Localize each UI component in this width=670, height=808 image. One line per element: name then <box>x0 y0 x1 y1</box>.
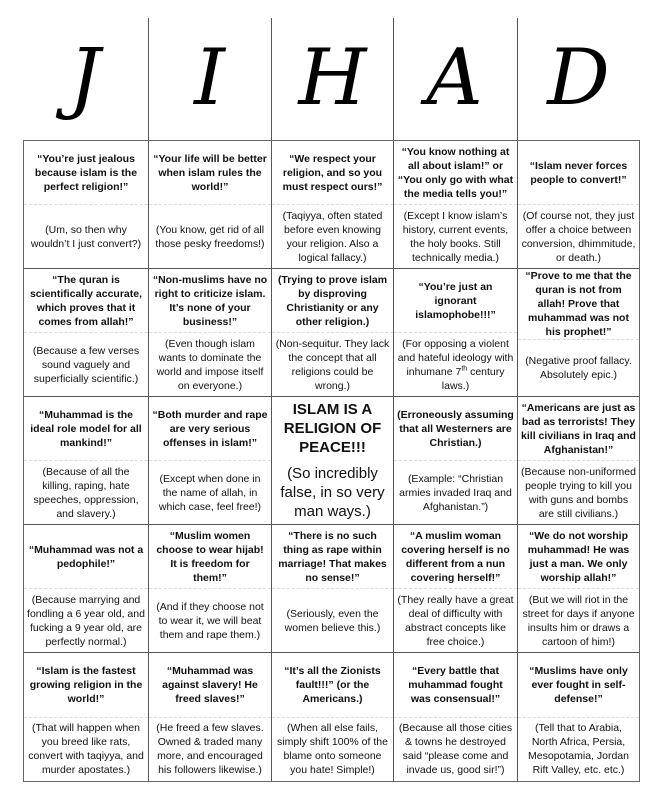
square-quote: “There is no such thing as rape within marriage! That makes no sense!” <box>272 525 393 589</box>
square-quote: “We do not worship muhammad! He was just a man. We only worship allah!” <box>518 525 639 589</box>
bingo-square[interactable] <box>272 525 394 653</box>
bingo-square[interactable] <box>394 269 518 397</box>
bingo-square[interactable] <box>394 141 518 269</box>
square-quote: “We respect your religion, and so you must respect ours!” <box>272 141 393 205</box>
square-note: (He freed a few slaves. Owned & traded many more, and encouraged his followers likewise.) <box>156 722 264 777</box>
square-quote: “It’s all the Zionists fault!!!” (or the Americans.) <box>272 653 393 718</box>
square-note: (Because all those cities & towns he destroyed said “please come and invade us, good sir!”) <box>398 722 513 777</box>
square-note: (And if they choose not to wear it, we will beat them and rape them.) <box>156 600 264 641</box>
square-note: (Except when done in the name of allah, in which case, feel free!) <box>158 472 262 513</box>
square-note: (Seriously, even the women believe this.) <box>284 607 381 634</box>
bingo-square[interactable] <box>24 141 149 269</box>
header-letter: H <box>298 33 367 123</box>
bingo-square[interactable] <box>149 525 272 653</box>
square-quote: “Muslims have only ever fought in self-defense!” <box>518 653 639 718</box>
square-quote: “Islam is the fastest growing religion in the world!” <box>24 653 148 718</box>
square-note: (Because of all the killing, raping, hate speeches, oppression, and slavery.) <box>33 465 139 520</box>
square-quote: “You’re just an ignorant islamophobe!!!” <box>394 269 517 333</box>
bingo-free-space[interactable] <box>272 397 394 525</box>
square-quote: ISLAM IS A RELIGION OF PEACE!!! <box>283 401 382 457</box>
bingo-square[interactable] <box>518 653 639 781</box>
square-quote: “The quran is scientifically accurate, which proves that it comes from allah!” <box>24 269 148 333</box>
bingo-grid <box>23 140 640 782</box>
square-quote: “You’re just jealous because islam is the perfect religion!” <box>24 141 148 205</box>
square-note <box>394 333 517 396</box>
square-note: (Because non-uniformed people trying to kill you with guns and bombs are still civilians.) <box>521 465 636 520</box>
square-note: (When all else fails, simply shift 100% of the blame onto someone you hate! Simple!) <box>277 722 388 777</box>
square-note: (But we will riot in the street for days if anyone insults him or draws a cartoon of him!) <box>522 593 635 648</box>
square-note: (Taqiyya, often stated before even knowing your religion. Also a logical fallacy.) <box>282 209 383 264</box>
square-note: (Even though islam wants to dominate the world and impose itself on everyone.) <box>156 337 264 392</box>
header-letter: J <box>68 33 101 123</box>
square-note: (Because marrying and fondling a 6 year old, and fucking a 9 year old, are perfectly normal.) <box>27 593 145 648</box>
header-letter: A <box>426 33 483 123</box>
square-note: (Of course not, they just offer a choice between conversion, dhimmitude, or death.) <box>521 209 636 264</box>
square-note: (Um, so then why wouldn’t I just convert?) <box>30 223 142 250</box>
square-quote: “A muslim woman covering herself is no different from a nun covering herself!” <box>394 525 517 589</box>
square-note: (Tell that to Arabia, North Africa, Persia, Mesopotamia, Jordan Rift Valley, etc. etc.) <box>528 722 629 777</box>
square-quote: “Muhammad was not a pedophile!” <box>24 525 148 589</box>
bingo-square[interactable] <box>149 397 272 525</box>
bingo-square[interactable] <box>24 397 149 525</box>
square-quote: “Prove to me that the quran is not from allah! Prove that muhammad was not his prophet!” <box>518 269 639 340</box>
square-quote: (Erroneously assuming that all Westerners are Christian.) <box>394 397 517 461</box>
square-quote: “You know nothing at all about islam!” or “You only go with what the media tells you!” <box>394 141 517 205</box>
square-note: (That will happen when you breed like rats, convert with taqiyya, and murder apostates.) <box>28 722 144 777</box>
header-letter: D <box>547 33 610 123</box>
square-note: (They really have a great deal of difficulty with abstract concepts like free choice.) <box>397 593 514 648</box>
square-note: (Negative proof fallacy. Absolutely epic.) <box>525 355 632 381</box>
bingo-square[interactable] <box>272 653 394 781</box>
square-quote: “Americans are just as bad as terrorists! They kill civilians in Iraq and Afghanistan!” <box>518 397 639 461</box>
bingo-square[interactable] <box>394 653 518 781</box>
bingo-square[interactable] <box>518 269 639 397</box>
note-part: (For opposing a violent and hateful ideology with inhumane 7 <box>397 337 514 378</box>
square-quote: (Trying to prove islam by disproving Christianity or any other religion.) <box>272 269 393 333</box>
square-quote: “Muhammad is the ideal role model for all mankind!” <box>24 397 148 461</box>
bingo-square[interactable] <box>518 141 639 269</box>
note-superscript: th <box>461 365 468 372</box>
note-part: century laws.) <box>441 365 505 392</box>
bingo-square[interactable] <box>394 397 518 525</box>
square-quote: “Non-muslims have no right to criticize islam. It’s none of your business!” <box>149 269 271 333</box>
header-letter: I <box>194 33 225 123</box>
bingo-square[interactable] <box>149 653 272 781</box>
square-note: (You know, get rid of all those pesky freedoms!) <box>155 223 265 250</box>
bingo-square[interactable] <box>272 269 394 397</box>
square-quote: “Your life will be better when islam rules the world!” <box>149 141 271 205</box>
bingo-square[interactable] <box>518 525 639 653</box>
bingo-square[interactable] <box>149 269 272 397</box>
note-text <box>397 337 514 393</box>
square-quote: “Every battle that muhammad fought was consensual!” <box>394 653 517 718</box>
square-quote: “Both murder and rape are very serious offenses in islam!” <box>149 397 271 461</box>
square-note: (So incredibly false, in so very man ways.) <box>280 464 385 520</box>
bingo-square[interactable] <box>272 141 394 269</box>
bingo-square[interactable] <box>24 653 149 781</box>
square-quote: “Islam never forces people to convert!” <box>518 141 639 205</box>
bingo-square[interactable] <box>149 141 272 269</box>
bingo-square[interactable] <box>518 397 639 525</box>
square-quote: “Muhammad was against slavery! He freed slaves!” <box>149 653 271 718</box>
bingo-square[interactable] <box>394 525 518 653</box>
square-note: (Non-sequitur. They lack the concept that all religions could be wrong.) <box>275 337 390 392</box>
square-note: (Except I know islam’s history, current events, the holy books. Still technically media.) <box>402 209 509 264</box>
bingo-square[interactable] <box>24 525 149 653</box>
square-note: (Because a few verses sound vaguely and superficially scientific.) <box>32 344 140 385</box>
square-note: (Example: “Christian armies invaded Iraq and Afghanistan.”) <box>399 472 512 513</box>
bingo-square[interactable] <box>24 269 149 397</box>
square-quote: “Muslim women choose to wear hijab! It is freedom for them!” <box>149 525 271 589</box>
